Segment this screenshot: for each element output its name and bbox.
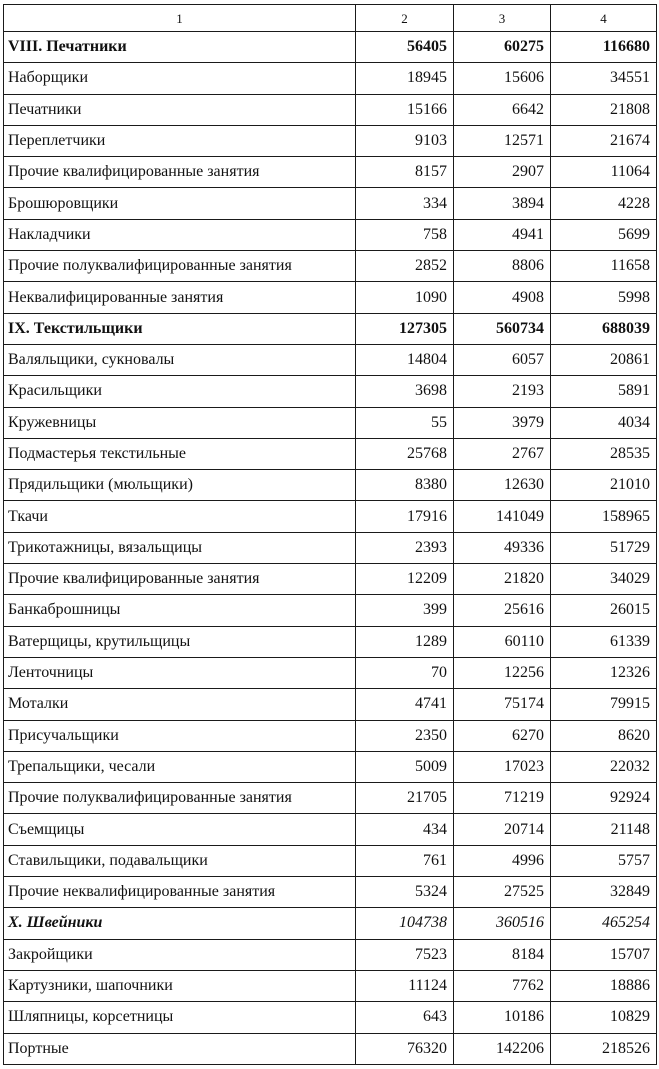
cell-col2: 18945 (356, 63, 454, 94)
cell-col2: 21705 (356, 783, 454, 814)
table-row (4, 532, 657, 563)
cell-col2: 7523 (356, 939, 454, 970)
cell-col3: 20714 (454, 814, 551, 845)
cell-col2: 8380 (356, 470, 454, 501)
cell-col2: 761 (356, 845, 454, 876)
cell-col4: 116680 (551, 32, 657, 63)
table-row (4, 125, 657, 156)
statistics-table (3, 4, 657, 1065)
table-row (4, 470, 657, 501)
header-row (4, 5, 657, 32)
section-row (4, 313, 657, 344)
column-number-4: 4 (551, 5, 657, 32)
cell-col3: 49336 (454, 532, 551, 563)
cell-col4: 4228 (551, 188, 657, 219)
cell-col2: 2852 (356, 251, 454, 282)
row-label: Печатники (4, 94, 356, 125)
table-row (4, 407, 657, 438)
cell-col2: 1090 (356, 282, 454, 313)
row-label: Подмастерья текстильные (4, 438, 356, 469)
cell-col2: 76320 (356, 1033, 454, 1064)
row-label: Прочие квалифицированные занятия (4, 564, 356, 595)
cell-col4: 51729 (551, 532, 657, 563)
table-row (4, 501, 657, 532)
section-row (4, 908, 657, 939)
cell-col4: 10829 (551, 1002, 657, 1033)
table-row (4, 626, 657, 657)
cell-col4: 5998 (551, 282, 657, 313)
cell-col4: 34551 (551, 63, 657, 94)
cell-col2: 70 (356, 657, 454, 688)
table-row (4, 939, 657, 970)
cell-col2: 8157 (356, 157, 454, 188)
cell-col4: 28535 (551, 438, 657, 469)
cell-col2: 15166 (356, 94, 454, 125)
row-label: Брошюровщики (4, 188, 356, 219)
cell-col4: 688039 (551, 313, 657, 344)
row-label: X. Швейники (4, 908, 356, 939)
table-row (4, 438, 657, 469)
cell-col2: 2393 (356, 532, 454, 563)
table-row (4, 376, 657, 407)
table-header (4, 5, 657, 32)
cell-col2: 5324 (356, 877, 454, 908)
table-row (4, 657, 657, 688)
cell-col4: 5891 (551, 376, 657, 407)
table-row (4, 1002, 657, 1033)
cell-col4: 465254 (551, 908, 657, 939)
cell-col2: 758 (356, 219, 454, 250)
cell-col2: 3698 (356, 376, 454, 407)
cell-col3: 6270 (454, 720, 551, 751)
column-number-2: 2 (356, 5, 454, 32)
cell-col4: 11064 (551, 157, 657, 188)
column-number-3: 3 (454, 5, 551, 32)
cell-col2: 434 (356, 814, 454, 845)
cell-col3: 15606 (454, 63, 551, 94)
cell-col3: 12256 (454, 657, 551, 688)
row-label: Прочие квалифицированные занятия (4, 157, 356, 188)
column-number-1: 1 (4, 5, 356, 32)
cell-col3: 12571 (454, 125, 551, 156)
cell-col3: 141049 (454, 501, 551, 532)
cell-col2: 104738 (356, 908, 454, 939)
cell-col2: 127305 (356, 313, 454, 344)
row-label: Картузники, шапочники (4, 970, 356, 1001)
cell-col2: 399 (356, 595, 454, 626)
table-row (4, 720, 657, 751)
cell-col3: 8184 (454, 939, 551, 970)
cell-col4: 22032 (551, 751, 657, 782)
cell-col4: 61339 (551, 626, 657, 657)
row-label: Моталки (4, 689, 356, 720)
table-row (4, 344, 657, 375)
cell-col2: 14804 (356, 344, 454, 375)
row-label: Накладчики (4, 219, 356, 250)
row-label: Неквалифицированные занятия (4, 282, 356, 313)
table-row (4, 188, 657, 219)
row-label: Закройщики (4, 939, 356, 970)
row-label: Шляпницы, корсетницы (4, 1002, 356, 1033)
row-label: Портные (4, 1033, 356, 1064)
row-label: VIII. Печатники (4, 32, 356, 63)
cell-col4: 218526 (551, 1033, 657, 1064)
table-row (4, 970, 657, 1001)
cell-col2: 56405 (356, 32, 454, 63)
cell-col4: 4034 (551, 407, 657, 438)
table-row (4, 63, 657, 94)
cell-col3: 7762 (454, 970, 551, 1001)
row-label: Прочие полуквалифицированные занятия (4, 783, 356, 814)
table-row (4, 877, 657, 908)
table-row (4, 564, 657, 595)
cell-col2: 4741 (356, 689, 454, 720)
table-container (3, 4, 657, 1065)
cell-col3: 60275 (454, 32, 551, 63)
table-row (4, 251, 657, 282)
row-label: Съемщицы (4, 814, 356, 845)
cell-col3: 2767 (454, 438, 551, 469)
cell-col3: 6642 (454, 94, 551, 125)
section-row (4, 32, 657, 63)
cell-col4: 158965 (551, 501, 657, 532)
row-label: Прочие неквалифицированные занятия (4, 877, 356, 908)
cell-col2: 1289 (356, 626, 454, 657)
cell-col3: 21820 (454, 564, 551, 595)
cell-col3: 142206 (454, 1033, 551, 1064)
table-row (4, 282, 657, 313)
row-label: Трепальщики, чесали (4, 751, 356, 782)
cell-col3: 3894 (454, 188, 551, 219)
row-label: Ткачи (4, 501, 356, 532)
cell-col2: 9103 (356, 125, 454, 156)
cell-col4: 15707 (551, 939, 657, 970)
cell-col4: 32849 (551, 877, 657, 908)
row-label: Переплетчики (4, 125, 356, 156)
cell-col3: 2193 (454, 376, 551, 407)
cell-col3: 6057 (454, 344, 551, 375)
row-label: Прочие полуквалифицированные занятия (4, 251, 356, 282)
row-label: Ватерщицы, крутильщицы (4, 626, 356, 657)
cell-col3: 4941 (454, 219, 551, 250)
cell-col3: 4996 (454, 845, 551, 876)
table-row (4, 783, 657, 814)
cell-col4: 79915 (551, 689, 657, 720)
table-row (4, 689, 657, 720)
table-row (4, 751, 657, 782)
cell-col3: 75174 (454, 689, 551, 720)
cell-col3: 17023 (454, 751, 551, 782)
cell-col2: 643 (356, 1002, 454, 1033)
cell-col3: 25616 (454, 595, 551, 626)
cell-col4: 8620 (551, 720, 657, 751)
row-label: Кружевницы (4, 407, 356, 438)
cell-col4: 5699 (551, 219, 657, 250)
table-row (4, 814, 657, 845)
table-body (4, 32, 657, 1065)
cell-col2: 2350 (356, 720, 454, 751)
cell-col3: 71219 (454, 783, 551, 814)
row-label: Присучальщики (4, 720, 356, 751)
cell-col4: 20861 (551, 344, 657, 375)
cell-col2: 5009 (356, 751, 454, 782)
cell-col4: 5757 (551, 845, 657, 876)
cell-col3: 4908 (454, 282, 551, 313)
cell-col3: 560734 (454, 313, 551, 344)
row-label: Ленточницы (4, 657, 356, 688)
cell-col3: 3979 (454, 407, 551, 438)
cell-col2: 55 (356, 407, 454, 438)
table-row (4, 94, 657, 125)
table-row (4, 157, 657, 188)
cell-col2: 17916 (356, 501, 454, 532)
cell-col4: 11658 (551, 251, 657, 282)
cell-col3: 10186 (454, 1002, 551, 1033)
row-label: Прядильщики (мюльщики) (4, 470, 356, 501)
cell-col4: 21148 (551, 814, 657, 845)
table-row (4, 1033, 657, 1064)
row-label: IX. Текстильщики (4, 313, 356, 344)
cell-col3: 8806 (454, 251, 551, 282)
row-label: Красильщики (4, 376, 356, 407)
cell-col2: 334 (356, 188, 454, 219)
cell-col4: 92924 (551, 783, 657, 814)
row-label: Банкаброшницы (4, 595, 356, 626)
cell-col4: 21010 (551, 470, 657, 501)
cell-col2: 25768 (356, 438, 454, 469)
cell-col4: 34029 (551, 564, 657, 595)
cell-col4: 26015 (551, 595, 657, 626)
cell-col4: 21674 (551, 125, 657, 156)
cell-col4: 18886 (551, 970, 657, 1001)
cell-col4: 21808 (551, 94, 657, 125)
row-label: Трикотажницы, вязальщицы (4, 532, 356, 563)
cell-col3: 360516 (454, 908, 551, 939)
row-label: Ставильщики, подавальщики (4, 845, 356, 876)
cell-col3: 27525 (454, 877, 551, 908)
table-row (4, 845, 657, 876)
table-row (4, 219, 657, 250)
cell-col3: 12630 (454, 470, 551, 501)
cell-col4: 12326 (551, 657, 657, 688)
cell-col3: 60110 (454, 626, 551, 657)
cell-col2: 12209 (356, 564, 454, 595)
row-label: Валяльщики, сукновалы (4, 344, 356, 375)
cell-col3: 2907 (454, 157, 551, 188)
table-row (4, 595, 657, 626)
cell-col2: 11124 (356, 970, 454, 1001)
row-label: Наборщики (4, 63, 356, 94)
